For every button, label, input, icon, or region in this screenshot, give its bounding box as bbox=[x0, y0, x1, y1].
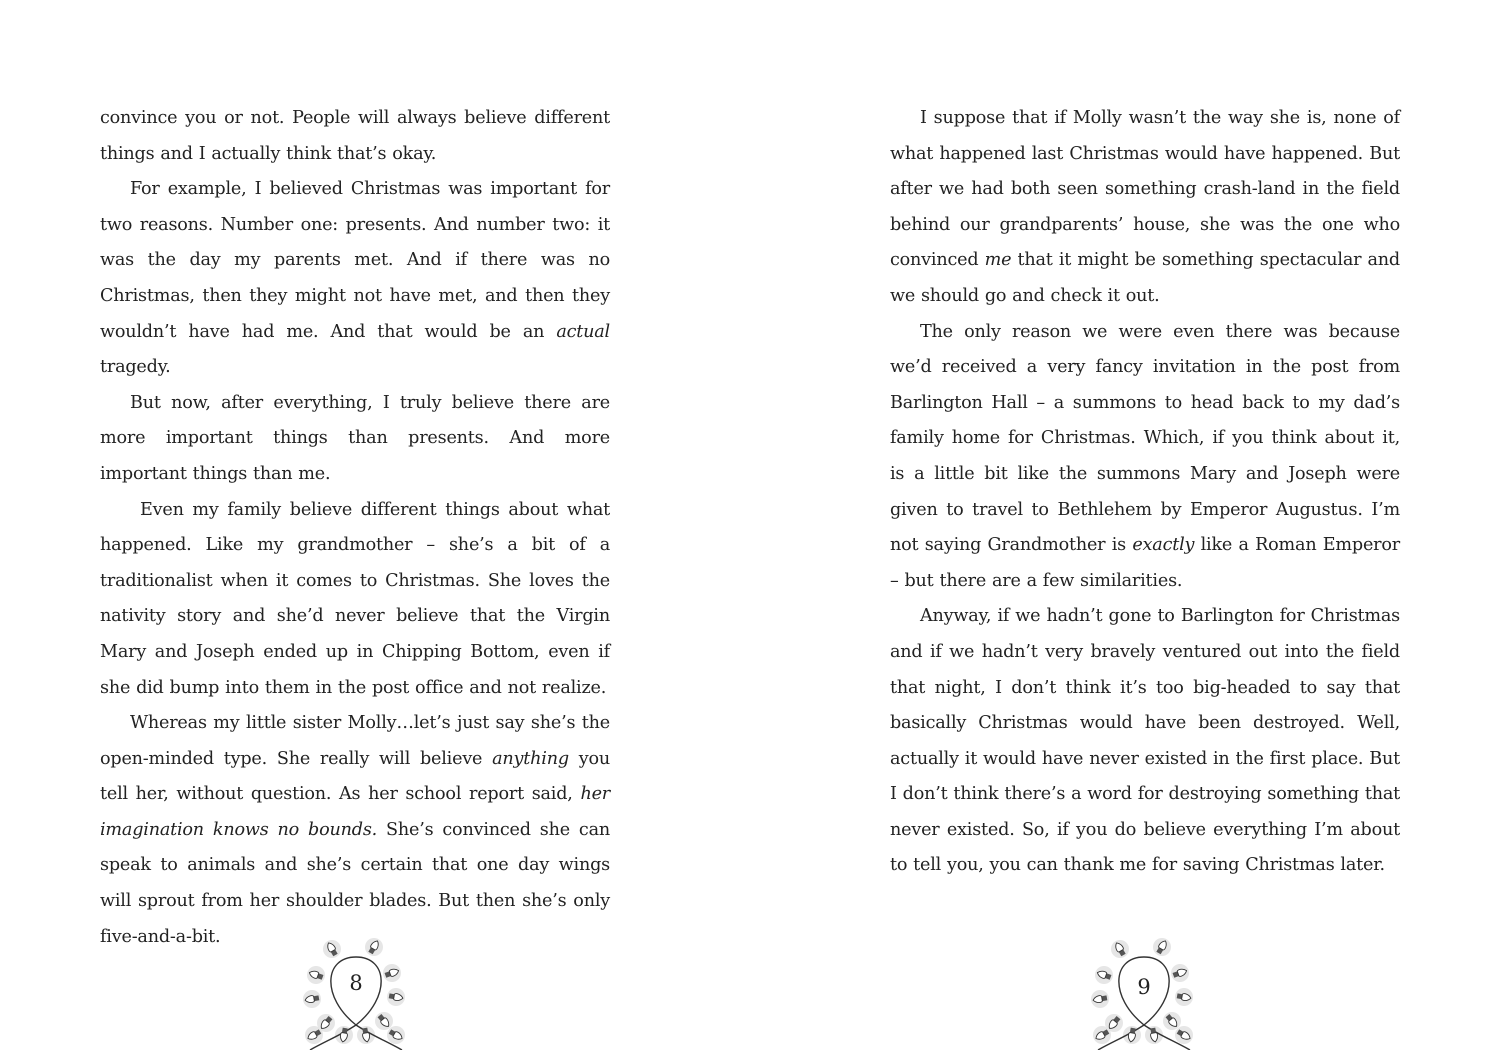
italic-text: exactly bbox=[1132, 535, 1195, 556]
left-paragraph-5: Whereas my little sister Molly…let’s just say she’s the open-minded type. She really will believe anything you tell her, without question. As her school report said, her imagination knows no bounds. She’s convinced she can speak to animals and she’s certain that one day wings will sprout from her shoulder blades. But then she’s only five-and-a-bit. bbox=[100, 713, 610, 947]
left-paragraph-3: But now, after everything, I truly believe there are more important things than presents. And more important things than me. bbox=[100, 392, 610, 484]
italic-text: me bbox=[984, 250, 1012, 271]
right-paragraph-1: I suppose that if Molly wasn’t the way she is, none of what happened last Christmas would have happened. But after we had both seen something crash-land in the field behind our grandparents’ house, she was the one who convinced me that it might be something spectacular and we should go and check it out. bbox=[890, 108, 1400, 306]
right-paragraph-2: The only reason we were even there was because we’d received a very fancy invitation in the post from Barlington Hall – a summons to head back to my dad’s family home for Christmas. Which, if you think about it, is a little bit like the summons Mary and Joseph were given to travel to Bethlehem by Emperor Augustus. I’m not saying Grandmother is exactly like a Roman Emperor – but there are a few similarities. bbox=[890, 321, 1400, 591]
left-page-number: 8 bbox=[349, 971, 363, 995]
left-page-text bbox=[100, 101, 610, 955]
right-page-text bbox=[890, 101, 1400, 884]
left-paragraph-4: Even my family believe different things about what happened. Like my grandmother – she’s a bit of a traditionalist when it comes to Christmas. She loves the nativity story and she’d never believe that the Virgin Mary and Joseph ended up in Chipping Bottom, even if she did bump into them in the post office and not realize. bbox=[100, 499, 610, 698]
right-page-folio bbox=[1084, 935, 1204, 1050]
italic-text: her imagination knows no bounds. bbox=[100, 784, 610, 840]
italic-text: anything bbox=[492, 748, 569, 769]
right-paragraph-3: Anyway, if we hadn’t gone to Barlington for Christmas and if we hadn’t very bravely ventured out into the field that night, I don’t think it’s too big-headed to say that basically Christmas would have been destroyed. Well, actually it would have never existed in the first place. But I don’t think there’s a word for destroying something that never existed. So, if you do believe everything I’m about to tell you, you can thank me for saving Christmas later. bbox=[890, 606, 1400, 876]
left-paragraph-2: For example, I believed Christmas was important for two reasons. Number one: presents. And number two: it was the day my parents met. And if there was no Christmas, then they might not have met, and then they wouldn’t have had me. And that would be an actual tragedy. bbox=[100, 179, 610, 378]
left-paragraph-1: convince you or not. People will always believe different things and I actually think that’s okay. bbox=[100, 108, 610, 164]
italic-text: actual bbox=[556, 321, 610, 342]
left-page-folio bbox=[296, 935, 416, 1050]
right-page-number: 9 bbox=[1137, 975, 1151, 999]
